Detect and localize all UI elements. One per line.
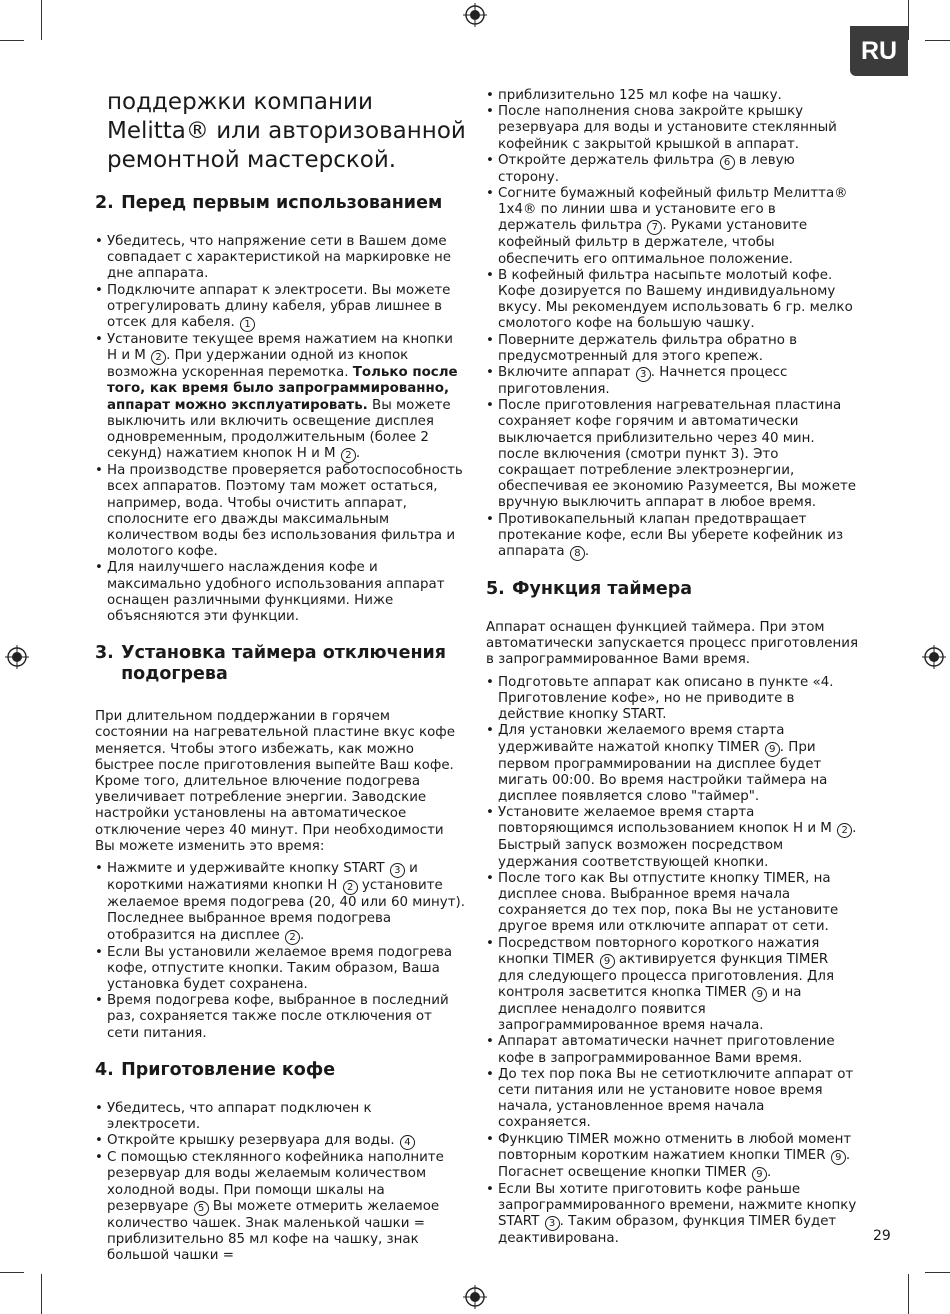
list-item bbox=[95, 993, 467, 1042]
list-item-text: активируется функция TIMER для следующего процесса приготовления. Для контроля засветится кнопка TIMER bbox=[498, 951, 835, 1000]
language-tab: RU bbox=[850, 26, 908, 76]
list-item: • Установите текущее время нажатием на кнопки H и M 2 . При удержании одной из кнопок возможна ускоренная перемотка. Только после того, как время было запрограммированно, аппарат можно эксплуатировать. Вы можете выключить или включить освещение дисплея одновременным, продолжительным (более 2 секунд) нажатием кнопок H и M 2 . bbox=[95, 332, 467, 463]
list-item-text: Установите текущее время нажатием на кнопки H и M bbox=[107, 332, 453, 364]
section-2-title: Перед первым использованием bbox=[121, 193, 443, 213]
crop-mark-top-right-h bbox=[925, 40, 950, 41]
list-item bbox=[95, 463, 467, 560]
section-2-heading bbox=[95, 193, 467, 214]
list-item-text: Аппарат автоматически начнет приготовление кофе в запрограммированное Вами время. bbox=[498, 1034, 835, 1066]
list-item bbox=[95, 1150, 467, 1264]
part-number-badge: 2 bbox=[341, 448, 356, 463]
list-item-text: После приготовления нагревательная пластина сохраняет кофе горячим и автоматически выключается приблизительно через 40 мин. после включения (смотри пункт 3). Это сокращает потребление электроэнергии, обеспечивая ее экономию Разумеется, Вы можете вручную выключить аппарат в любое время. bbox=[498, 398, 856, 511]
section-5-list bbox=[486, 675, 858, 1248]
section-2-number: 2. bbox=[95, 193, 114, 213]
part-number-badge: 8 bbox=[570, 546, 585, 561]
part-number-badge: 2 bbox=[343, 880, 358, 895]
list-item bbox=[486, 398, 858, 511]
list-item-text: и короткими нажатиями кнопки H bbox=[107, 861, 418, 894]
list-item-text: Если Вы установили желаемое время подогрева кофе, отпустите кнопки. Таким образом, Ваша установка будет сохранена. bbox=[107, 944, 453, 992]
list-item bbox=[486, 365, 858, 398]
list-item bbox=[95, 560, 467, 625]
list-item bbox=[486, 333, 858, 365]
list-item-text: Нажмите и удерживайте кнопку START bbox=[107, 861, 385, 877]
list-item: • Противокапельный клапан предотвращает протекание кофе, если Вы уберете кофейник из аппарата 8 . bbox=[486, 512, 858, 561]
list-item-text: приблизительно 125 мл кофе на чашку. bbox=[498, 88, 782, 103]
crop-mark-top-left-h bbox=[0, 40, 24, 41]
list-item-text: . При удержании одной из кнопок возможна ускоренная перемотка. bbox=[107, 348, 409, 381]
section-5-title: Функция таймера bbox=[512, 579, 693, 600]
section-3-list bbox=[95, 861, 467, 1042]
crop-mark-bottom-left bbox=[41, 1274, 42, 1314]
part-number-badge: 5 bbox=[194, 1201, 209, 1216]
list-item-text: Время подогрева кофе, выбранное в последний раз, сохраняется также после отключения от сети питания. bbox=[107, 993, 449, 1041]
list-item bbox=[486, 268, 858, 333]
list-item bbox=[95, 283, 467, 332]
list-item bbox=[486, 871, 858, 936]
list-item-text: в левую сторону. bbox=[498, 152, 795, 185]
section-5-number: 5. bbox=[486, 579, 505, 600]
crop-mark-top-right bbox=[908, 0, 909, 40]
part-number-badge: 2 bbox=[285, 930, 300, 945]
section-4-title: Приготовление кофе bbox=[121, 1059, 336, 1080]
list-item-text: С помощью стеклянного кофейника наполните резервуар для воды желаемым количеством холодной воды. При помощи шкалы на резервуаре bbox=[107, 1150, 444, 1214]
list-item bbox=[486, 1182, 858, 1248]
part-number-badge: 1 bbox=[240, 317, 255, 332]
crop-mark-bottom-right bbox=[908, 1274, 909, 1314]
part-number-badge: 9 bbox=[752, 1167, 767, 1182]
list-item-text: . Руками установите кофейный фильтр в держателе, чтобы обеспечить его оптимальное положение. bbox=[498, 218, 808, 267]
list-item-text: Подготовьте аппарат как описано в пункте «4. Приготовление кофе», но не приводите в действие кнопку START. bbox=[498, 674, 834, 723]
list-item bbox=[95, 1133, 467, 1150]
list-item-text: Вы можете отмерить желаемое количество чашек. Знак маленькой чашки = приблизительно 85 мл кофе на чашку, знак большой чашки = bbox=[107, 1198, 440, 1264]
list-item-text: . При первом программировании на дисплее будет мигать 00:00. Во время настройки таймера на дисплее появляется слово "таймер". bbox=[498, 739, 828, 804]
part-number-badge: 3 bbox=[545, 1216, 560, 1231]
list-item bbox=[486, 675, 858, 724]
list-item-continued bbox=[486, 88, 858, 104]
registration-mark-left-icon bbox=[5, 645, 29, 669]
list-item-text: После наполнения снова закройте крышку резервуара для воды и установите стеклянный кофейник с закрытой крышкой в аппарат. bbox=[498, 104, 837, 152]
part-number-badge: 4 bbox=[400, 1135, 415, 1150]
list-item bbox=[95, 234, 467, 283]
list-item-text: Функцию TIMER можно отменить в любой момент повторным коротким нажатием кнопки TIMER bbox=[498, 1131, 852, 1163]
section-5-paragraph: Аппарат оснащен функцией таймера. При этом автоматически запускается процесс приготовления в запрограммированное Вами время. bbox=[486, 620, 858, 668]
part-number-badge: 9 bbox=[752, 987, 767, 1002]
list-item-text: Поверните держатель фильтра обратно в предусмотренный для этого крепеж. bbox=[498, 332, 798, 364]
list-item bbox=[486, 186, 858, 268]
list-item bbox=[486, 153, 858, 186]
list-item bbox=[95, 1101, 467, 1133]
list-item-text: и на дисплее ненадолго появится запрограммированное время начала. bbox=[498, 984, 802, 1034]
registration-mark-top-icon bbox=[463, 3, 487, 27]
list-item-text: . Начнется процесс приготовления. bbox=[498, 365, 788, 398]
list-item-text: Установите желаемое время старта повторяющимся использованием кнопок H и M bbox=[498, 805, 832, 837]
list-item-text: До тех пор пока Вы не сетиотключите аппарат от сети питания или не установите новое время начала, установленное время начала сохраняется. bbox=[498, 1066, 854, 1131]
crop-mark-top-left bbox=[41, 0, 42, 40]
list-item-text: Если Вы хотите приготовить кофе раньше запрограммированного времени, нажмите кнопку START bbox=[498, 1181, 857, 1230]
part-number-badge: 9 bbox=[765, 742, 780, 757]
list-item bbox=[486, 936, 858, 1035]
list-item-text: Противокапельный клапан предотвращает протекание кофе, если Вы уберете кофейник из аппарата bbox=[498, 511, 844, 560]
list-item-text: Убедитесь, что напряжение сети в Вашем доме совпадает с характеристикой на маркировке не дне аппарата. bbox=[107, 234, 452, 282]
section-3-heading bbox=[95, 643, 467, 685]
part-number-badge: 9 bbox=[600, 954, 615, 969]
section-2-list bbox=[95, 234, 467, 625]
registration-mark-bottom-icon bbox=[463, 1285, 487, 1309]
list-item bbox=[486, 1034, 858, 1066]
list-item: • Нажмите и удерживайте кнопку START 3 и короткими нажатиями кнопки H 2 установите желаемое время подогрева (20, 40 или 60 минут). Последнее выбранное время подогрева отобразится на дисплее 2 . bbox=[95, 861, 467, 944]
list-item-text: установите желаемое время подогрева (20, 40 или 60 минут). Последнее выбранное время подогрева отобразится на дисплее bbox=[107, 878, 466, 943]
section-4-continued-list bbox=[486, 88, 858, 561]
section-3-number: 3. bbox=[95, 643, 114, 664]
list-item-text: На производстве проверяется работоспособность всех аппаратов. Поэтому там может остаться, например, вода. Чтобы очистить аппарат, сполосните его дважды максимальным количеством воды без использования фильтра и молотого кофе. bbox=[107, 463, 463, 560]
list-item-text: Включите аппарат bbox=[498, 365, 631, 381]
list-item-text: После того как Вы отпустите кнопку TIMER, на дисплее снова. Выбранное время начала сохраняется до тех пор, пока Вы не установите другое время или отключите аппарат от сети. bbox=[498, 870, 839, 935]
list-item-text: Для установки желаемого время старта удерживайте нажатой кнопку TIMER bbox=[498, 723, 785, 755]
list-item bbox=[95, 945, 467, 994]
part-number-badge: 2 bbox=[837, 823, 852, 838]
list-item bbox=[486, 723, 858, 805]
part-number-badge: 2 bbox=[151, 350, 166, 365]
page-number: 29 bbox=[873, 1228, 891, 1244]
section-4-heading bbox=[95, 1060, 467, 1081]
part-number-badge: 7 bbox=[647, 220, 662, 235]
list-item-text: . Погаснет освещение кнопки TIMER bbox=[498, 1147, 851, 1180]
list-item-text: Вы можете выключить или включить освещение дисплея одновременным, продолжительным (более 2 секунд) нажатием кнопок H и M bbox=[107, 397, 451, 462]
list-item bbox=[486, 1067, 858, 1132]
section-5-heading bbox=[486, 579, 858, 600]
part-number-badge: 3 bbox=[390, 863, 405, 878]
list-item-text: Убедитесь, что аппарат подключен к электросети. bbox=[107, 1100, 372, 1132]
list-item-text: Подключите аппарат к электросети. Вы можете отрегулировать длину кабеля, убрав лишнее в отсек для кабеля. bbox=[107, 282, 451, 331]
registration-mark-right-icon bbox=[922, 645, 946, 669]
list-item bbox=[486, 805, 858, 871]
list-item-text: . Быстрый запуск возможен посредством удержания соответствующей кнопки. bbox=[498, 821, 857, 870]
list-item-text: . Таким образом, функция TIMER будет деактивирована. bbox=[498, 1214, 837, 1247]
list-item-text: Согните бумажный кофейный фильтр Мелитта® 1x4® по линии шва и установите его в держатель фильтра bbox=[498, 186, 848, 234]
list-item-text: Для наилучшего наслаждения кофе и максимально удобного использования аппарат оснащен различными функциями. Ниже объясняются эти функции. bbox=[107, 560, 445, 625]
list-item-text: Откройте крышку резервуара для воды. bbox=[107, 1133, 395, 1149]
list-item-text: Откройте держатель фильтра bbox=[498, 152, 715, 168]
crop-mark-bottom-right-h bbox=[925, 1272, 950, 1273]
list-item: • Функцию TIMER можно отменить в любой момент повторным коротким нажатием кнопки TIMER 9 . Погаснет освещение кнопки TIMER 9 . bbox=[486, 1132, 858, 1182]
part-number-badge: 6 bbox=[720, 155, 735, 170]
crop-mark-bottom-left-h bbox=[0, 1272, 24, 1273]
part-number-badge: 9 bbox=[831, 1150, 846, 1165]
list-item-text: Посредством повторного короткого нажатия кнопки TIMER bbox=[498, 935, 820, 967]
section-3-title: Установка таймера отключения подогрева bbox=[121, 643, 447, 685]
right-column bbox=[486, 88, 858, 1265]
part-number-badge: 3 bbox=[636, 367, 651, 382]
bold-warning-text: Только после того, как время было запрограммированно, аппарат можно эксплуатировать. bbox=[107, 365, 458, 413]
list-item-text: В кофейный фильтра насыпьте молотый кофе. Кофе дозируется по Вашему индивидуальному вкусу. Мы рекомендуем использовать 6 гр. мелко смолотого кофе на большую чашку. bbox=[498, 267, 853, 332]
intro-text: поддержки компании Melitta® или авторизованной ремонтной мастерской. bbox=[107, 89, 466, 173]
section-4-number: 4. bbox=[95, 1059, 114, 1080]
section-3-paragraph: При длительном поддержании в горячем состоянии на нагревательной пластине вкус кофе меняется. Чтобы этого избежать, как можно быстрее после приготовления выпейте Ваш кофе. Кроме того, длительное влючение подогрева увеличивает потребление энергии. Заводские настройки установлены на автоматическое отключение через 40 минут. При необходимости Вы можете изменить это время: bbox=[95, 709, 455, 854]
section-4-list bbox=[95, 1101, 467, 1265]
left-column bbox=[95, 88, 467, 1282]
list-item bbox=[486, 104, 858, 153]
